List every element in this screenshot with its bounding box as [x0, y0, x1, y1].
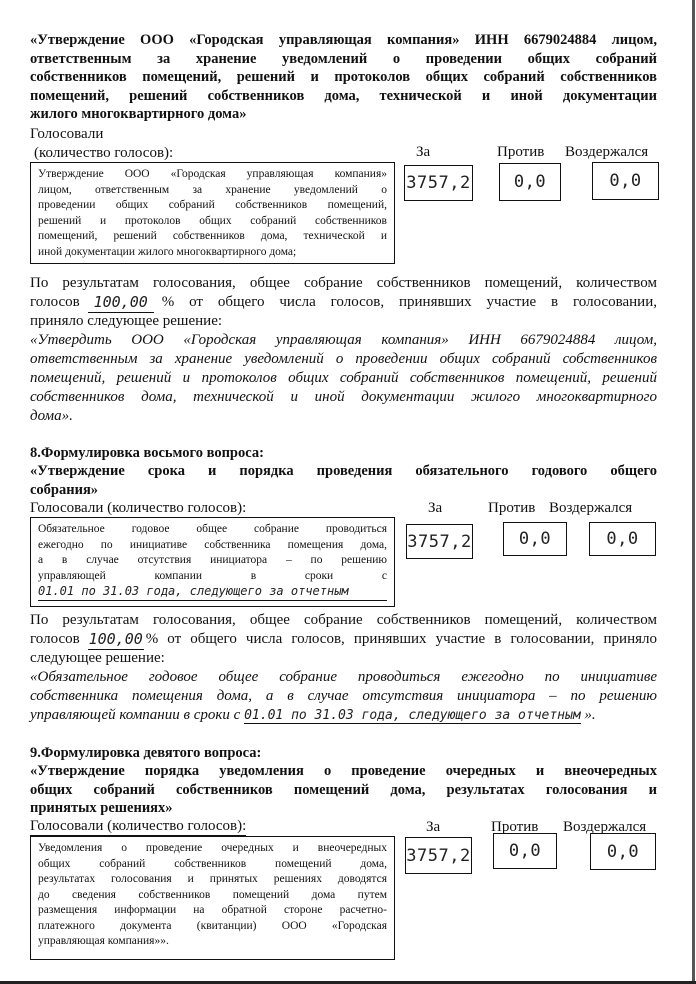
- q7-decision-line: дома».: [30, 408, 73, 424]
- q9-col-abstain: Воздержался: [563, 819, 647, 835]
- q8-wording-box: [30, 517, 395, 607]
- q8-value-against: 0,0: [503, 522, 567, 556]
- q8-box-line: ежегодно по инициативе собственника помещения дома,: [38, 538, 387, 551]
- q8-voted-label: Голосовали (количество голосов):: [30, 500, 247, 516]
- q7-wording-box: [30, 162, 395, 264]
- q8-value-for: 3757,2: [406, 524, 473, 559]
- q8-box-handwritten: 01.01 по 31.03 года, следующего за отчетным: [38, 584, 387, 601]
- q8-decision: [30, 668, 657, 725]
- q9-box-line: до сведения собственников помещений дома путем: [38, 888, 387, 901]
- q8-title-line: собрания»: [30, 481, 99, 498]
- q9-title: [30, 762, 657, 818]
- q7-box-line: Утверждение ООО «Городская управляющая компания»: [38, 168, 387, 180]
- q7-value-abstain: 0,0: [592, 162, 659, 200]
- q9-value-for: 3757,2: [405, 837, 472, 874]
- q9-heading: 9.Формулировка девятого вопроса:: [30, 745, 262, 761]
- q8-heading: 8.Формулировка восьмого вопроса:: [30, 445, 264, 461]
- q7-votes-count-label: (количество голосов):: [34, 145, 174, 161]
- q8-result-line: По результатам голосования, общее собрание собственников помещений, количеством: [30, 612, 657, 628]
- q7-title-line: «Утверждение ООО «Городская управляющая компания» ИНН 6679024884 лицом,: [30, 32, 657, 48]
- q8-title: [30, 462, 657, 499]
- q7-col-abstain: Воздержался: [565, 144, 649, 160]
- q7-result-line: По результатам голосования, общее собрание собственников помещений, количеством: [30, 275, 657, 291]
- q7-result-percent-line: [30, 293, 657, 313]
- q9-box-line: Уведомления о проведение очередных и внеочередных: [38, 842, 387, 854]
- q7-box-line: иной документации жилого многоквартирного дома;: [38, 245, 297, 258]
- q7-result-percent: 100,00: [88, 293, 154, 313]
- q7-box-line: решений и протоколов общих собраний собственников: [38, 214, 387, 227]
- q8-result-post: % от общего числа голосов, принявших участие в голосовании, приняло: [145, 631, 657, 647]
- q7-title: [30, 31, 657, 124]
- q9-col-for: За: [426, 819, 441, 835]
- q9-title-line: общих собраний собственников помещений дома, результатах голосования и: [30, 781, 657, 798]
- q7-voted-label: Голосовали: [30, 126, 104, 142]
- q8-decision-post: ».: [584, 707, 596, 723]
- q7-title-line: собственников помещений, решений и протоколов общих собраний собственников: [30, 69, 657, 85]
- q8-decision-pre: управляющей компании в сроки с: [30, 707, 241, 723]
- q9-box-line: результатах голосования и принятых решениях доводятся: [38, 873, 387, 885]
- q8-col-for: За: [428, 500, 443, 516]
- q7-decision-line: «Утвердить ООО «Городская управляющая компания» ИНН 6679024884 лицом,: [30, 332, 657, 348]
- q9-col-against: Против: [491, 819, 539, 835]
- q7-box-line: лицом, ответственным за хранение уведомлений о: [38, 183, 387, 196]
- q9-box-line: платежного документа (квитанции) ООО «Городская: [38, 919, 387, 932]
- q9-voted-label: Голосовали (количество голосов):: [30, 818, 247, 834]
- q7-result-post: % от общего числа голосов, принявших участие в голосовании,: [161, 294, 657, 310]
- q8-col-abstain: Воздержался: [549, 500, 633, 516]
- q8-col-against: Против: [488, 500, 536, 516]
- q8-box-line: а в случае отсутствия инициатора – по решению: [38, 554, 387, 566]
- q7-title-line: ответственным за хранение уведомлений о проведении общих собраний: [30, 50, 657, 67]
- q7-decision-line: собственников дома, технической и иной документации жилого многоквартирного: [30, 389, 657, 405]
- q9-title-line: «Утверждение порядка уведомления о проведение очередных и внеочередных: [30, 763, 657, 779]
- q8-title-line: «Утверждение срока и порядка проведения обязательного годового общего: [30, 463, 657, 479]
- q8-decision-line: «Обязательное годовое общее собрание проводиться ежегодно по инициативе: [30, 669, 657, 685]
- q8-result-line: следующее решение:: [30, 650, 165, 666]
- q8-result-percent-line: [30, 630, 657, 650]
- q8-decision-line: собственника помещения дома, а в случае отсутствия инициатора – по решению: [30, 688, 657, 704]
- q8-value-abstain: 0,0: [589, 522, 656, 556]
- q9-box-line: общих собраний собственников помещений дома,: [38, 857, 387, 870]
- q8-box-line: управляющей компании в сроки с: [38, 569, 387, 582]
- q7-decision-line: ответственным за хранение уведомлений о проведении общих собраний собственников: [30, 351, 657, 367]
- q7-box-line: помещений, решений собственников дома, технической и: [38, 230, 387, 242]
- q9-box-line: размещения информации на обратной стороне расчетно-: [38, 904, 387, 916]
- q9-value-against: 0,0: [493, 833, 557, 869]
- q9-value-abstain: 0,0: [590, 833, 656, 870]
- scan-edge-right: [692, 0, 695, 984]
- q7-decision: [30, 331, 657, 426]
- q7-col-for: За: [416, 144, 431, 160]
- q7-title-line: жилого многоквартирного дома»: [30, 106, 247, 122]
- q9-title-line: принятых решениях»: [30, 800, 173, 816]
- q7-result-line: приняло следующее решение:: [30, 313, 223, 329]
- q7-title-line: помещений, решений собственников дома, технической и иной документации: [30, 87, 657, 104]
- q8-box-line: Обязательное годовое общее собрание проводиться: [38, 523, 387, 535]
- q8-result-pre: голосов: [30, 631, 80, 647]
- q7-box-line: проведении общих собраний собственников помещений,: [38, 199, 387, 211]
- q8-result-percent: 100,00: [88, 630, 143, 648]
- q7-value-against: 0,0: [499, 163, 561, 201]
- q7-value-for: 3757,2: [404, 165, 473, 201]
- q9-box-line: управляющая компания»».: [38, 935, 169, 947]
- q9-wording-box: [30, 836, 395, 960]
- q8-decision-last-line: [30, 706, 657, 725]
- q7-decision-line: помещений, решений и протоколов общих собраний собственников помещений, решений: [30, 370, 657, 386]
- q8-decision-handwritten: 01.01 по 31.03 года, следующего за отчетным: [244, 708, 581, 723]
- q7-result-pre: голосов: [30, 294, 80, 310]
- q7-col-against: Против: [497, 144, 545, 160]
